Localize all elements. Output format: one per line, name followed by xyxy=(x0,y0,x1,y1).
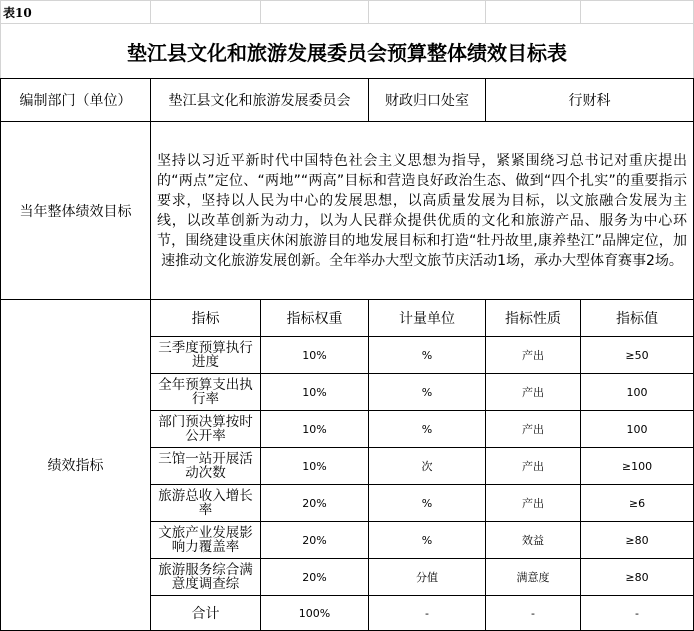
indicator-unit: % xyxy=(421,385,433,399)
gridline xyxy=(368,0,369,23)
total-weight: 100% xyxy=(298,606,331,620)
indicator-nature: 产出 xyxy=(522,386,544,399)
indicator-nature: 产出 xyxy=(522,349,544,362)
indicator-unit: % xyxy=(421,496,433,510)
dept-value: 垫江县文化和旅游发展委员会 xyxy=(168,93,351,109)
indicator-value: ≥50 xyxy=(625,348,649,362)
indicator-nature: 效益 xyxy=(522,534,544,547)
indicator-value: ≥6 xyxy=(628,496,646,510)
total-value: - xyxy=(635,606,639,620)
indicator-value: 100 xyxy=(626,385,648,399)
indicator-weight: 20% xyxy=(302,533,327,547)
page-title: 垫江县文化和旅游发展委员会预算整体绩效目标表 xyxy=(127,40,567,65)
indicators-section-label: 绩效指标 xyxy=(47,458,104,474)
indicator-nature: 产出 xyxy=(522,460,544,473)
gridline xyxy=(485,0,486,23)
indicator-unit: % xyxy=(421,533,433,547)
dept-label: 编制部门（单位） xyxy=(19,93,132,109)
col-header-unit: 计量单位 xyxy=(399,311,455,327)
total-nature: - xyxy=(531,606,535,620)
indicator-value: ≥80 xyxy=(625,533,649,547)
office-label: 财政归口处室 xyxy=(385,93,469,109)
office-value: 行财科 xyxy=(568,93,611,109)
indicator-name: 旅游服务综合满意度调查综 xyxy=(158,562,253,592)
indicator-weight: 10% xyxy=(302,385,327,399)
col-header-nature: 指标性质 xyxy=(505,311,561,327)
col-header-value: 指标值 xyxy=(616,311,658,327)
table-number: 表10 xyxy=(3,5,32,20)
gridline xyxy=(260,0,261,23)
goal-label: 当年整体绩效目标 xyxy=(19,203,132,220)
total-unit: - xyxy=(425,606,429,620)
goal-text: 坚持以习近平新时代中国特色社会主义思想为指导，紧紧围绕习总书记对重庆提出的“两点”定位、“两地”“两高”目标和营造良好政治生态、做到“四个扎实”的重要指示要求，坚持以人民为中心的发展思想，以高质量发展为目标，以文旅融合发展为主线，以改革创新为动力，以为人民群众提供优质的文化和旅游产品、服务为中心环节，围绕建设重庆休闲旅游目的地发展目标和打造“牡丹故里,康养垫江”品牌定位，加速推动文化旅游发展创新。全年举办大型文旅节庆活动1场，承办大型体育赛事2场。 xyxy=(157,152,687,269)
indicator-weight: 20% xyxy=(302,496,327,510)
indicator-name: 三季度预算执行进度 xyxy=(158,340,253,370)
col-header-indicator: 指标 xyxy=(191,311,220,327)
indicator-unit: % xyxy=(421,422,433,436)
indicator-value: 100 xyxy=(626,422,648,436)
indicator-unit: % xyxy=(421,348,433,362)
total-label: 合计 xyxy=(191,606,220,622)
indicator-name: 三馆一站开展活动次数 xyxy=(158,451,253,481)
indicator-nature: 满意度 xyxy=(516,571,550,584)
col-header-weight: 指标权重 xyxy=(286,311,343,327)
indicator-name: 部门预决算按时公开率 xyxy=(158,414,253,444)
indicator-nature: 产出 xyxy=(522,423,544,436)
indicator-name: 文旅产业发展影响力覆盖率 xyxy=(158,525,253,555)
indicator-name: 旅游总收入增长率 xyxy=(158,488,253,518)
indicator-value: ≥100 xyxy=(621,459,653,473)
indicator-value: ≥80 xyxy=(625,570,649,584)
gridline xyxy=(150,0,151,23)
indicator-weight: 10% xyxy=(302,422,327,436)
indicator-unit: 次 xyxy=(421,460,433,473)
indicator-name: 全年预算支出执行率 xyxy=(158,377,253,407)
indicator-unit: 分值 xyxy=(416,571,438,584)
indicator-weight: 10% xyxy=(302,459,327,473)
gridline xyxy=(580,0,581,23)
indicator-nature: 产出 xyxy=(522,497,544,510)
indicator-weight: 20% xyxy=(302,570,327,584)
indicator-weight: 10% xyxy=(302,348,327,362)
